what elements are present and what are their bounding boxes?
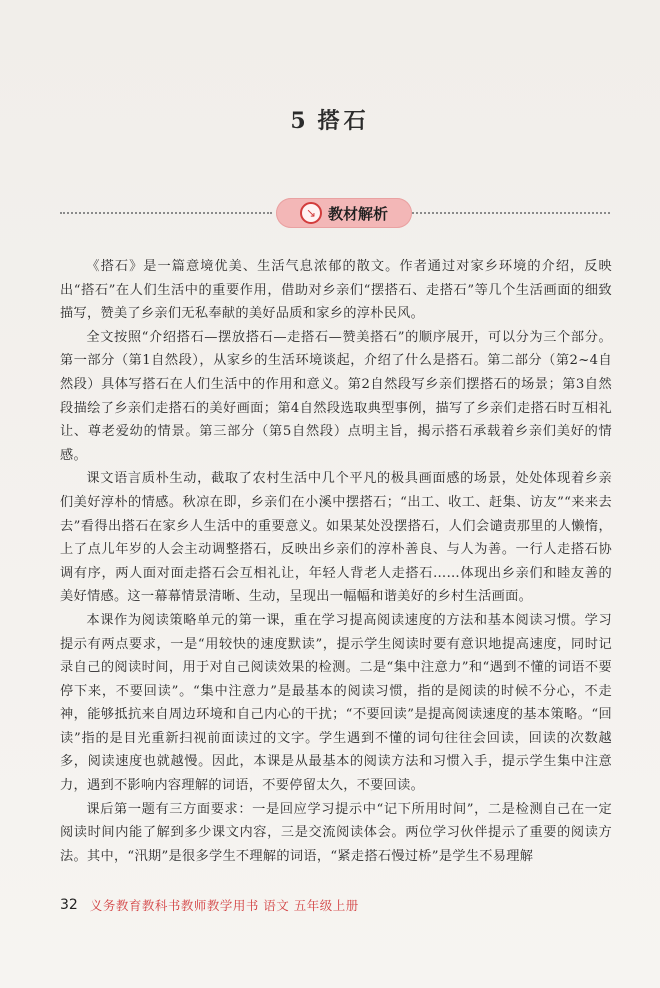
page-number: 32: [60, 897, 78, 913]
body-text: [60, 255, 612, 868]
paragraph: 课后第一题有三方面要求：一是回应学习提示中“记下所用时间”，二是检测自己在一定阅读时间内能了解到多少课文内容，三是交流阅读体会。两位学习伙伴提示了重要的阅读方法。其中，“汛期”是很多学生不理解的词语，“紧走搭石慢过桥”是学生不易理解: [60, 801, 612, 864]
chevron-down-icon: ↘: [300, 202, 322, 224]
paragraph: 全文按照“介绍搭石—摆放搭石—走搭石—赞美搭石”的顺序展开，可以分为三个部分。第一部分（第1自然段），从家乡的生活环境谈起，介绍了什么是搭石。第二部分（第2~4自然段）具体写搭石在人们生活中的作用和意义。第2自然段写乡亲们摆搭石的场景；第3自然段描绘了乡亲们走搭石的美好画面；第4自然段选取典型事例，描写了乡亲们走搭石时互相礼让、尊老爱幼的情景。第三部分（第5自然段）点明主旨，揭示搭石承载着乡亲们美好的情感。: [60, 329, 612, 463]
page-footer: [60, 893, 620, 917]
section-divider-right: [412, 212, 610, 214]
section-badge: [276, 198, 412, 228]
section-divider-left: [60, 212, 272, 214]
lesson-title: 搭石: [317, 108, 370, 134]
paragraph: 《搭石》是一篇意境优美、生活气息浓郁的散文。作者通过对家乡环境的介绍，反映出“搭石”在人们生活中的重要作用，借助对乡亲们“摆搭石、走搭石”等几个生活画面的细致描写，赞美了乡亲们无私奉献的美好品质和家乡的淳朴民风。: [60, 259, 612, 322]
paragraph: 课文语言质朴生动，截取了农村生活中几个平凡的极具画面感的场景，处处体现着乡亲们美好淳朴的情感。秋凉在即，乡亲们在小溪中摆搭石；“出工、收工、赶集、访友”“来来去去”看得出搭石在家乡人生活中的重要意义。如果某处没摆搭石，人们会谴责那里的人懒惰，上了点儿年岁的人会主动调整搭石，反映出乡亲们的淳朴善良、与人为善。一行人走搭石协调有序，两人面对面走搭石会互相礼让，年轻人背老人走搭石……体现出乡亲们和睦友善的美好情感。这一幕幕情景清晰、生动，呈现出一幅幅和谐美好的乡村生活画面。: [60, 471, 612, 605]
page-title: [0, 104, 660, 135]
paragraph: 本课作为阅读策略单元的第一课，重在学习提高阅读速度的方法和基本阅读习惯。学习提示有两点要求，一是“用较快的速度默读”，提示学生阅读时要有意识地提高速度，同时记录自己的阅读时间，用于对自己阅读效果的检测。二是“集中注意力”和“遇到不懂的词语不要停下来，不要回读”。“集中注意力”是最基本的阅读习惯，指的是阅读的时候不分心，不走神，能够抵抗来自周边环境和自己内心的干扰；“不要回读”是提高阅读速度的基本策略。“回读”指的是目光重新扫视前面读过的文字。学生遇到不懂的词句往往会回读，回读的次数越多，阅读速度也就越慢。因此，本课是从最基本的阅读方法和习惯入手，提示学生集中注意力，遇到不影响内容理解的词语，不要停留太久，不要回读。: [60, 612, 612, 794]
lesson-number: 5: [290, 108, 310, 134]
book-title: 义务教育教科书教师教学用书 语文 五年级上册: [89, 898, 359, 913]
section-badge-label: 教材解析: [327, 204, 388, 223]
